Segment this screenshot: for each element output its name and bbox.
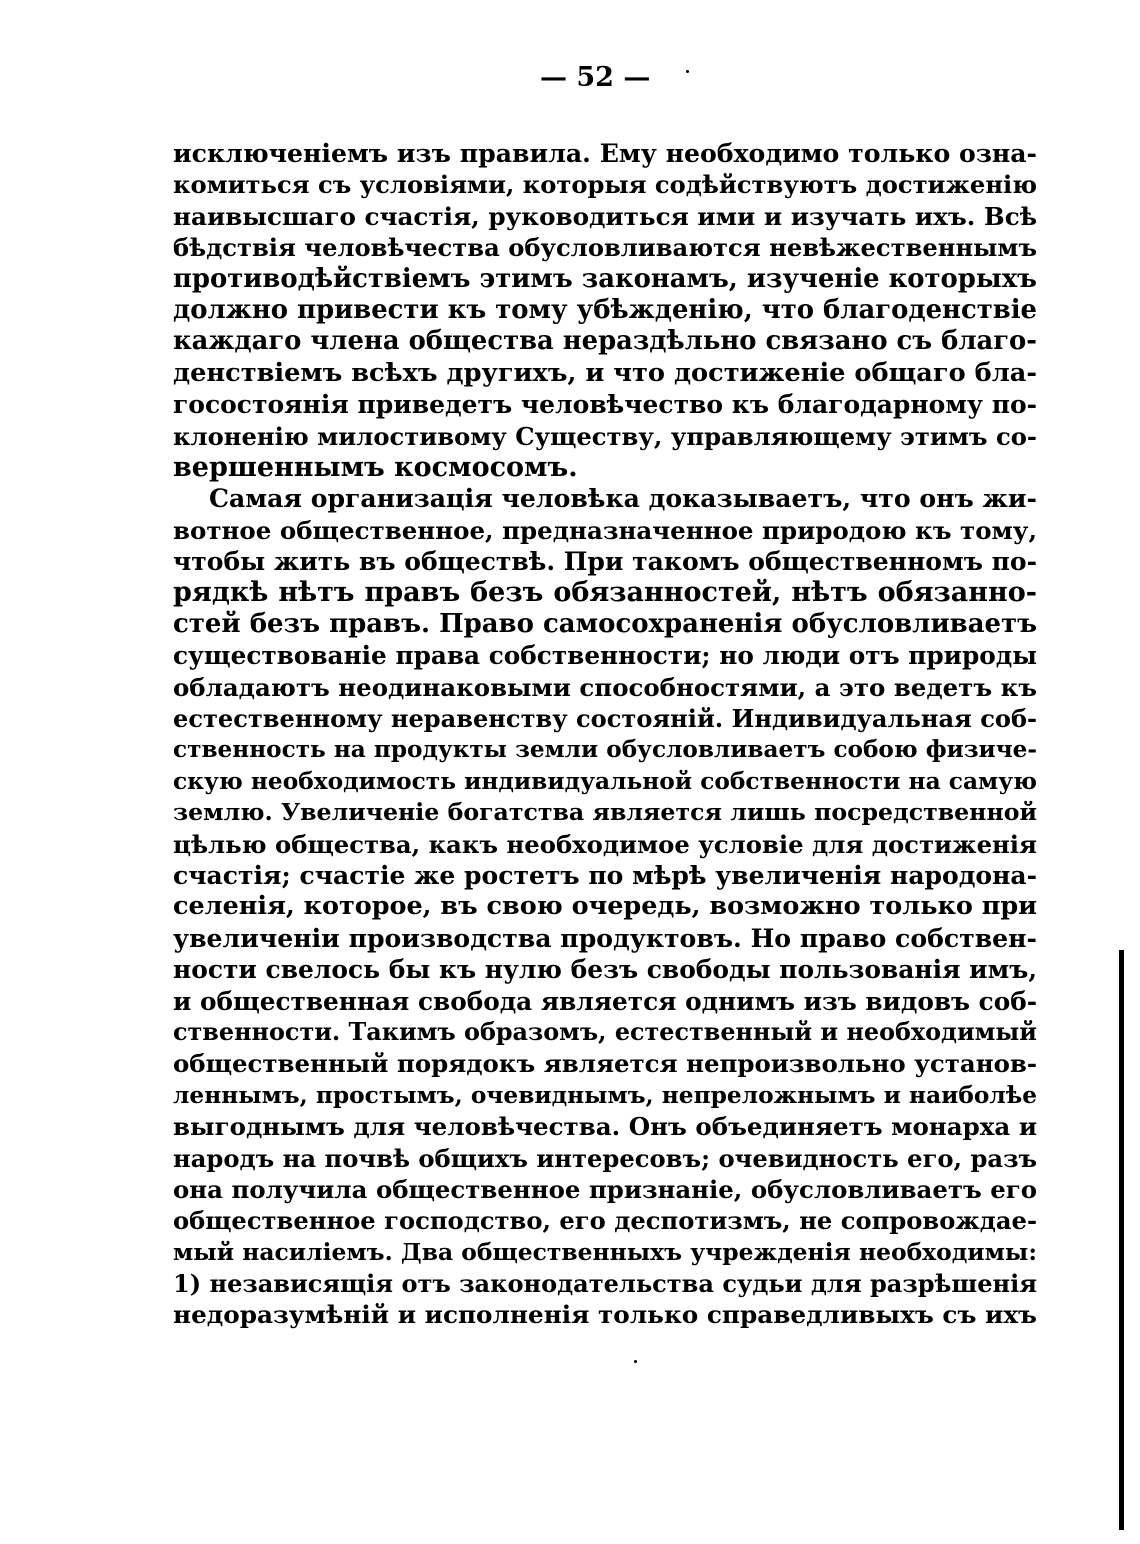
text-line: комиться съ условіями, которыя содѣйствуютъ достиженію bbox=[173, 170, 1038, 200]
text-line-paragraph-start: Самая организація человѣка доказываетъ, что онъ жи- bbox=[209, 483, 1037, 514]
text-line: бѣдствія человѣчества обусловливаются невѣжественнымъ bbox=[173, 233, 1037, 263]
text-line: 1) независящія отъ законодательства судьи для разрѣшенія bbox=[173, 1269, 1037, 1299]
text-line: общественное господство, его деспотизмъ, не сопровождае- bbox=[173, 1206, 1037, 1236]
text-line: народъ на почвѣ общихъ интересовъ; очевидность его, разъ bbox=[173, 1143, 1038, 1173]
text-line: госостоянія приведетъ человѣчество къ благодарному по- bbox=[173, 390, 1037, 420]
text-line: землю. Увеличеніе богатства является лишь посредственной bbox=[173, 798, 1037, 827]
text-line: она получила общественное признаніе, обусловливаетъ его bbox=[173, 1174, 1037, 1204]
text-line: клоненію милостивому Существу, управляющему этимъ со- bbox=[173, 421, 1037, 451]
text-line: ности свелось бы къ нулю безъ свободы пользованія имъ, bbox=[173, 955, 1037, 985]
text-line: должно привести къ тому убѣжденію, что благоденствіе bbox=[173, 294, 1037, 325]
text-line: естественному неравенству состояній. Индивидуальная соб- bbox=[173, 704, 1037, 734]
page-body-text bbox=[173, 138, 1037, 1331]
text-line: существованіе права собственности; но люди отъ природы bbox=[173, 641, 1037, 671]
text-line: обладаютъ неодинаковыми способностями, а это ведетъ къ bbox=[173, 672, 1037, 702]
page-number: — 52 — bbox=[540, 62, 651, 93]
scan-speck bbox=[634, 1360, 637, 1363]
text-line: каждаго члена общества нераздѣльно связано съ благо- bbox=[173, 326, 1037, 357]
text-line: селенія, которое, въ свою очередь, возможно только при bbox=[173, 891, 1037, 922]
text-line: счастія; счастіе же ростетъ по мѣрѣ увеличенія народона- bbox=[173, 859, 1037, 890]
text-line: недоразумѣній и исполненія только справедливыхъ съ ихъ bbox=[173, 1300, 1037, 1330]
text-line: вотное общественное, предназначенное природою къ тому, bbox=[173, 515, 1037, 545]
text-line: выгоднымъ для человѣчества. Онъ объединяетъ монарха и bbox=[173, 1112, 1037, 1142]
scan-edge-shadow bbox=[1119, 950, 1124, 1530]
text-line: наивысшаго счастія, руководиться ими и изучать ихъ. Всѣ bbox=[173, 201, 1037, 231]
text-line: мый насиліемъ. Два общественныхъ учрежденія необходимы: bbox=[173, 1237, 1037, 1266]
text-line: общественный порядокъ является непроизвольно установ- bbox=[173, 1049, 1037, 1079]
text-line: чтобы жить въ обществѣ. При такомъ общественномъ по- bbox=[173, 547, 1037, 577]
text-line: исключеніемъ изъ правила. Ему необходимо только озна- bbox=[173, 138, 1037, 168]
text-line: противодѣйствіемъ этимъ законамъ, изученіе которыхъ bbox=[173, 263, 1037, 294]
text-line: и общественная свобода является однимъ изъ видовъ соб- bbox=[173, 986, 1037, 1016]
text-line: стей безъ правъ. Право самосохраненія обусловливаетъ bbox=[173, 608, 1037, 639]
text-line: леннымъ, простымъ, очевиднымъ, непреложнымъ и наиболѣе bbox=[173, 1081, 1037, 1109]
text-line: рядкѣ нѣтъ правъ безъ обязанностей, нѣтъ обязанно- bbox=[173, 577, 1037, 609]
text-line: скую необходимость индивидуальной собственности на самую bbox=[173, 767, 1037, 795]
text-line: цѣлью общества, какъ необходимое условіе для достиженія bbox=[173, 829, 1037, 859]
scan-speck bbox=[686, 70, 689, 73]
text-line: увеличеніи производства продуктовъ. Но право собствен- bbox=[173, 922, 1037, 953]
text-line: ственность на продукты земли обусловливаетъ собою физиче- bbox=[173, 736, 1037, 764]
text-line-paragraph-end: вершеннымъ космосомъ. bbox=[173, 451, 578, 483]
text-line: денствіемъ всѣхъ другихъ, и что достиженіе общаго бла- bbox=[173, 357, 1037, 388]
text-line: ственности. Такимъ образомъ, естественный и необходимый bbox=[173, 1017, 1037, 1046]
